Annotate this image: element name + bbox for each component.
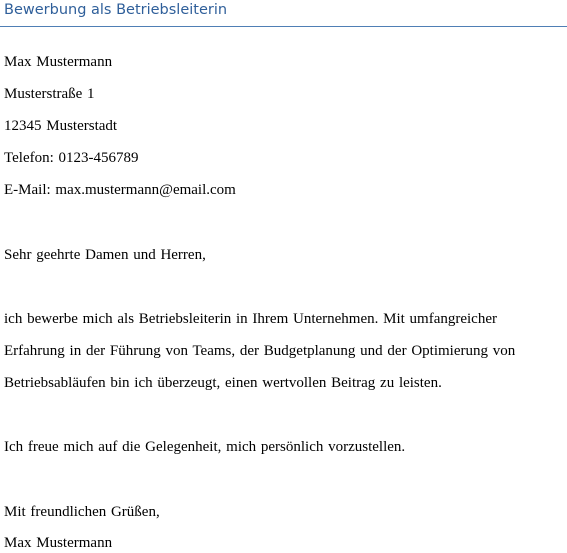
heading-divider [0, 26, 567, 27]
sender-email: E-Mail: max.mustermann@email.com [4, 182, 236, 198]
letter-heading: Bewerbung als Betriebsleiterin [4, 2, 228, 18]
sender-street: Musterstraße 1 [4, 86, 95, 102]
paragraph1-line-3: Betriebsabläufen bin ich überzeugt, einen wertvollen Beitrag zu leisten. [4, 375, 442, 391]
signature-name: Max Mustermann [4, 535, 113, 551]
paragraph1-line-1: ich bewerbe mich als Betriebsleiterin in Ihrem Unternehmen. Mit umfangreicher [4, 311, 497, 327]
paragraph2: Ich freue mich auf die Gelegenheit, mich persönlich vorzustellen. [4, 439, 406, 455]
closing: Mit freundlichen Grüßen, [4, 504, 160, 520]
sender-phone: Telefon: 0123-456789 [4, 150, 139, 166]
salutation: Sehr geehrte Damen und Herren, [4, 247, 206, 263]
sender-name: Max Mustermann [4, 54, 113, 70]
paragraph1-line-2: Erfahrung in der Führung von Teams, der Budgetplanung und der Optimierung von [4, 343, 516, 359]
sender-city: 12345 Musterstadt [4, 118, 118, 134]
